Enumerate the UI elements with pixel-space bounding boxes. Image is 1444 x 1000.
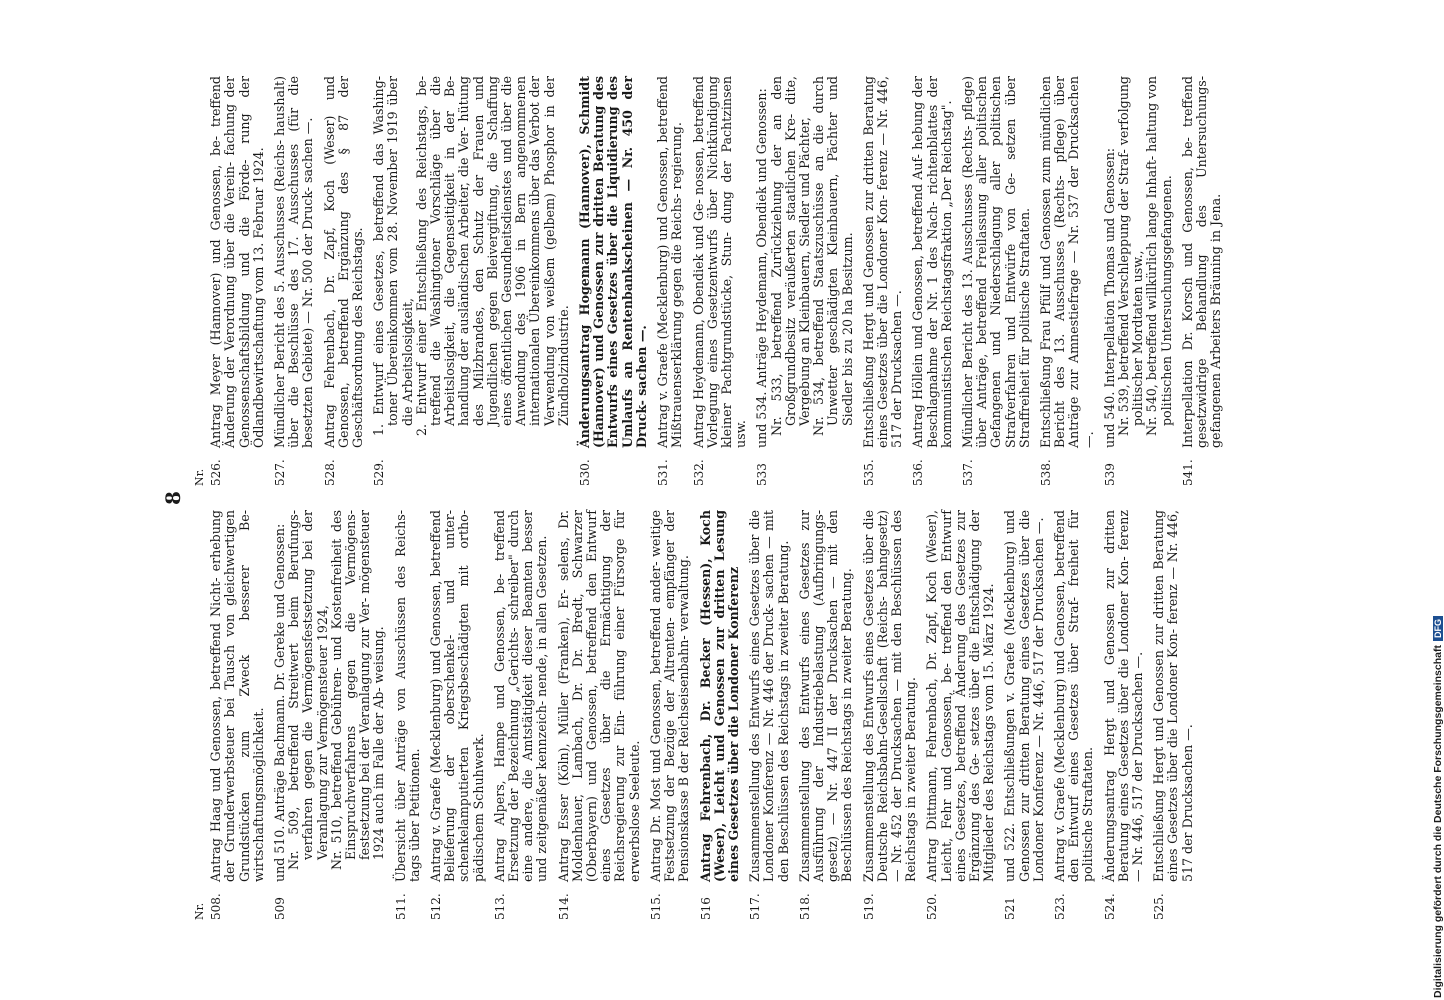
digitization-stamp [1418, 8, 1444, 998]
entry-body [1053, 510, 1096, 882]
document-entry [1003, 510, 1046, 920]
entry-text: Mündlicher Bericht des 13. Ausschusses (Rechts- pflege) über Anträge, betreffend Freilassung aller politischen Gefangenen und Niederschlagung aller politischen Strafverfahren und Entwürfe von Ge- setzen über Straffreiheit für politische Straftaten. [959, 76, 1032, 448]
entry-body [1181, 76, 1224, 448]
entry-number: 525. [1152, 893, 1167, 920]
entry-body [557, 510, 642, 882]
document-entry [1053, 510, 1096, 920]
entry-number: 508. [209, 893, 224, 920]
entry-number: 524. [1102, 893, 1117, 920]
entry-body [748, 510, 791, 882]
document-entry [692, 76, 749, 486]
entry-body [372, 76, 571, 448]
document-entry [323, 76, 366, 486]
entry-text: Entschließung Hergt und Genossen zur dritten Beratung eines Gesetzes über die Londoner Kon- ferenz — Nr. 446, 517 der Drucksachen —. [1151, 510, 1195, 882]
document-entry [1103, 510, 1146, 920]
digitization-stamp-text [1432, 8, 1444, 998]
entry-text: Antrag Esser (Köln), Müller (Franken), Er- selens, Dr. Moldenhauer, Lambach, Dr. Dr. Bredt, Schwarzer (Oberbayern) und Genossen, betreffend den Entwurf eines Gesetzes über die Ermächtigung der Reichsregierung zur Ein- führung einer Fürsorge für erwerbslose Seeleute. [555, 510, 642, 882]
entry-body [209, 510, 266, 882]
entry-text: Entschließung Frau Pfülf und Genossen zum mündlichen Bericht des 13. Ausschusses (Rechts- pflege) über Anträge zur Amnestiefrage — Nr. 537 der Drucksachen —. [1037, 76, 1096, 448]
left-column [193, 510, 1202, 920]
entry-number: 535. [861, 459, 876, 486]
entry-subitem: Nr. 533, betreffend Zurückziehung der an den Großgrundbesitz veräußerten staatlichen Kre- dite, Vergebung an Kleinbauern, Siedler und Pächter, [768, 76, 812, 436]
entry-number: 521 [1003, 897, 1018, 920]
entry-body [911, 76, 954, 448]
document-entry [862, 76, 905, 486]
entry-number: 533 [755, 463, 770, 486]
entry-subitem: Nr. 539, betreffend Verschleppung der Straf- verfolgung politischer Mordtaten usw., [1115, 76, 1146, 436]
entry-number: 517. [748, 893, 763, 920]
document-entry [429, 510, 486, 920]
entry-text: Antrag Heydemann, Obendiek und Ge- nossen, betreffend Vorlegung eines Gesetzentwurfs über Nichtkündigung kleiner Pachtgrundstücke, Stun- dung der Pachtzinsen usw. [690, 76, 749, 448]
entry-number: 516 [698, 897, 713, 920]
entry-number: 511. [393, 893, 408, 920]
document-entry [394, 510, 422, 920]
document-entry [649, 510, 692, 920]
document-entry [755, 76, 854, 486]
entry-subitem: Nr. 534, betreffend Staatszuschüsse an die durch Unwetter geschädigten Kleinbauern, Pächter und Siedler bis zu 20 ha Besitzum. [811, 76, 855, 436]
document-entry [557, 510, 642, 920]
right-entry-list [209, 76, 1223, 486]
entry-body [493, 510, 550, 882]
entry-number: 518. [797, 893, 812, 920]
entry-text: Antrag Meyer (Hannover) und Genossen, be- treffend Änderung der Verordnung über die Verein- fachung der Genossenschaftsbildung und die Förde- rung der Ödlandbewirtschaftung vom 13. Februar 1924. [208, 76, 266, 448]
entry-text: Antrag Dittmann, Fehrenbach, Dr. Zapf, Koch (Weser), Leicht, Fehr und Genossen, be- treffend den Entwurf eines Gesetzes, betreffend Änderung des Gesetzes zur Ergänzung des Ge- setzes über die Entschädigung der Mitglieder des Reichstags vom 15. März 1924. [924, 510, 997, 882]
entry-body [699, 510, 742, 882]
entry-subitem: Nr. 540, betreffend willkürlich lange Inhaft- haltung von politischen Untersuchungsgefangenen. [1144, 76, 1174, 436]
entry-body [1103, 510, 1146, 882]
document-entry [273, 510, 387, 920]
entry-text: Entschließung Hergt und Genossen zur dritten Beratung eines Gesetzes über die Londoner Kon- ferenz — Nr. 446, 517 der Drucksachen —. [860, 76, 905, 448]
entry-subitem: Nr. 510, betreffend Gebühren- und Kostenfreiheit des Einspruchverfahrens gegen die Vermögens- festsetzung bei der Veranlagung zur Ver- mögensteuer 1924 auch im Falle der Ab- weisung. [328, 510, 387, 870]
document-entry [925, 510, 996, 920]
entry-body [692, 76, 749, 448]
entry-number: 509 [273, 897, 288, 920]
entry-text: und 522. Entschließungen v. Graefe (Mecklenburg) und Genossen zur dritten Beratung eines Gesetzes über die Londoner Konferenz — Nr. 446, 517 der Drucksachen —. [1002, 510, 1046, 882]
entry-number: 529. [372, 459, 387, 486]
entry-body [1039, 76, 1096, 448]
entry-text: Zusammenstellung des Entwurfs eines Gesetzes über die Deutsche Reichsbahn-Gesellschaft (Reichs- bahngesetz) — Nr. 452 der Drucksachen — mit den Beschlüssen des Reichstags in zweiter Beratung. [860, 510, 919, 882]
entry-subitem: 1. Entwurf eines Gesetzes, betreffend das Washing- toner Übereinkommen vom 28. November 1919 über die Arbeitslosigkeit, [371, 76, 415, 436]
entry-number: 523. [1052, 893, 1067, 920]
entry-body [961, 76, 1032, 448]
entry-number: 539 [1102, 463, 1117, 486]
entry-number: 512. [429, 893, 444, 920]
entry-text: und 534. Anträge Heydemann, Obendiek und Genossen: [754, 88, 770, 448]
entry-body [578, 76, 649, 448]
entry-number: 531. [656, 459, 671, 486]
right-column [193, 76, 1230, 486]
entry-number: 513. [492, 893, 507, 920]
entry-number: 514. [556, 893, 571, 920]
stamp-caption: Digitalisierung gefördert durch die Deutsche Forschungsgemeinschaft [1432, 645, 1444, 998]
entry-text: Antrag v. Graefe (Mecklenburg) und Genossen, betreffend Belieferung der oberschenkel- und unter- schenkelamputierten Kriegsbeschädigten mit ortho- pädischem Schuhwerk. [428, 510, 486, 882]
document-entry [748, 510, 791, 920]
entry-text: und 540. Interpellation Thomas und Genossen: [1101, 147, 1117, 448]
entry-number: 519. [861, 893, 876, 920]
entry-subitem: Nr. 509, betreffend Streitwert beim Berufungs- verfahren gegen die Vermögensfestsetzung bei der Veranlagung zur Vermögensteuer 1924, [286, 510, 330, 870]
document-page [133, 58, 1413, 938]
entry-subitem: 2. Entwurf einer Entschließung des Reichstags, be- treffend die Washingtoner Vorschläge über die Arbeitslosigkeit, die Gegenseitigkeit in der Be- handlung der ausländischen Arbeiter, die Ver- hütung des Milzbrandes, den Schutz der Frauen und Jugendlichen gegen Bleivergiftung, die Schaffung eines öffentlichen Gesundheitsdienstes und über die Anwendung des 1906 in Bern angenommenen internationalen Übereinkommens über das Verbot der Verwendung von weißem (gelbem) Phosphor in der Zündholzindustrie. [413, 76, 571, 436]
entry-number: 541. [1180, 459, 1195, 486]
entry-text: Interpellation Dr. Korsch und Genossen, be- treffend gesetzwidrige Behandlung des Untersuchungs- gefangenen Arbeiters Bräuning in Jena. [1179, 76, 1224, 448]
document-entry [493, 510, 550, 920]
document-entry [699, 510, 742, 920]
entry-body [273, 510, 387, 882]
entry-body [394, 510, 422, 882]
document-entry [1152, 510, 1195, 920]
document-entry [209, 76, 266, 486]
entry-body [656, 76, 684, 448]
document-entry [578, 76, 649, 486]
entry-number: 536. [911, 459, 926, 486]
entry-text: Antrag Dr. Most und Genossen, betreffend ander- weitige Festsetzung der Bezüge der Altrenten- empfänger der Pensionskasse B der Reichseisenbahn- verwaltung. [647, 510, 692, 882]
entry-text: und 510. Anträge Bachmann. Dr. Gereke und Genossen: [272, 523, 288, 882]
entry-number: 515. [648, 893, 663, 920]
entry-number: 526. [209, 459, 224, 486]
document-entry [1103, 76, 1174, 486]
entry-text: Antrag Fehrenbach, Dr. Becker (Hessen), Koch (Weser), Leicht und Genossen zur dritten Lesung eines Gesetzes über die Londoner Konferenz [697, 510, 741, 882]
entry-body [755, 76, 854, 448]
entry-text: Antrag Alpers, Hampe und Genossen, be- treffend Ersetzung der Bezeichnung „Gerichts- schreiber" durch eine andere, die Amtstätigkeit dieser Beamten besser und zeitgemäßer kennzeich- nende, in allen Gesetzen. [491, 510, 550, 882]
entry-text: Antrag v. Graefe (Mecklenburg) und Genossen, betreffend Mißtrauenserklärung gegen die Reichs- regierung. [655, 76, 685, 448]
entry-body [1003, 510, 1046, 882]
entry-number: 528. [322, 459, 337, 486]
entry-number: 537. [960, 459, 975, 486]
entry-text: Antrag Höllein und Genossen, betreffend Auf- hebung der Beschlagnahme der Nr. 1 des Nach- richtenblattes der kommunistischen Reichstagsfraktion „Der Reichstag". [910, 76, 954, 448]
entry-text: Übersicht über Anträge von Ausschüssen des Reichs- tags über Petitionen. [392, 510, 422, 882]
entry-body [1103, 76, 1174, 448]
entry-text: Antrag v. Graefe (Mecklenburg) und Genossen, betreffend den Entwurf eines Gesetzes über Straf- freiheit für politische Straftaten. [1051, 510, 1096, 882]
entry-text: Änderungsantrag Hergt und Genossen zur dritten Beratung eines Gesetzes über die Londoner Kon- ferenz — Nr. 446, 517 der Drucksachen —. [1101, 510, 1145, 882]
entry-number: 538. [1038, 459, 1053, 486]
entry-number: 520. [925, 893, 940, 920]
entry-body [209, 76, 266, 448]
document-entry [798, 510, 855, 920]
entry-body [429, 510, 486, 882]
entry-body [649, 510, 692, 882]
page-number: 8 [161, 491, 185, 505]
entry-text: Mündlicher Bericht des 5. Ausschusses (Reichs- haushalt) über die Beschlüsse des 17. Ausschusses (für die besetzten Gebiete) — Nr. 500 der Druck- sachen —. [272, 76, 316, 448]
document-entry [372, 76, 571, 486]
entry-number: 532. [691, 459, 706, 486]
entry-body [1152, 510, 1195, 882]
entry-body [798, 510, 855, 882]
entry-number: 530. [578, 459, 593, 486]
entry-body [862, 510, 919, 882]
document-entry [1181, 76, 1224, 486]
entry-text: Antrag Fehrenbach, Dr. Zapf, Koch (Weser) und Genossen, betreffend Ergänzung des § 87 der Geschäftsordnung des Reichstags. [321, 76, 366, 448]
document-entry [656, 76, 684, 486]
left-entry-list [209, 510, 1195, 920]
document-entry [961, 76, 1032, 486]
document-entry [273, 76, 316, 486]
entry-body [273, 76, 316, 448]
entry-text: Zusammenstellung des Entwurfs eines Gesetzes über die Londoner Konferenz — Nr. 446 der Druck- sachen — mit den Beschlüssen des Reichstags in zweiter Beratung. [747, 510, 791, 882]
entry-body [925, 510, 996, 882]
document-entry [1039, 76, 1096, 486]
document-entry [911, 76, 954, 486]
entry-body [323, 76, 366, 448]
document-entry [209, 510, 266, 920]
column-header-nr: Nr. [193, 468, 206, 486]
document-entry [862, 510, 919, 920]
entry-text: Änderungsantrag Hogemann (Hannover), Schmidt (Hannover) und Genossen zur dritten Beratung des Entwurfs eines Gesetzes über die Liquidierung des Umlaufs an Rentenbankscheinen — Nr. 450 der Druck- sachen —. [577, 76, 649, 448]
entry-text: Zusammenstellung des Entwurfs eines Gesetzes zur Ausführung der Industriebelastung (Aufbringungs- gesetz) — Nr. 447 II der Drucksachen — mit den Beschlüssen des Reichstags in zweiter Beratung. [796, 510, 855, 882]
column-header-nr: Nr. [193, 902, 206, 920]
dfg-logo: DFG [1433, 616, 1443, 641]
entry-number: 527. [273, 459, 288, 486]
entry-text: Antrag Haag und Genossen, betreffend Nicht- erhebung der Grunderwerbsteuer bei Tausch von gleichwertigen Grundstücken zum Zweck besserer Be- wirtschaftungsmöglichkeit. [208, 510, 266, 882]
entry-body [862, 76, 905, 448]
